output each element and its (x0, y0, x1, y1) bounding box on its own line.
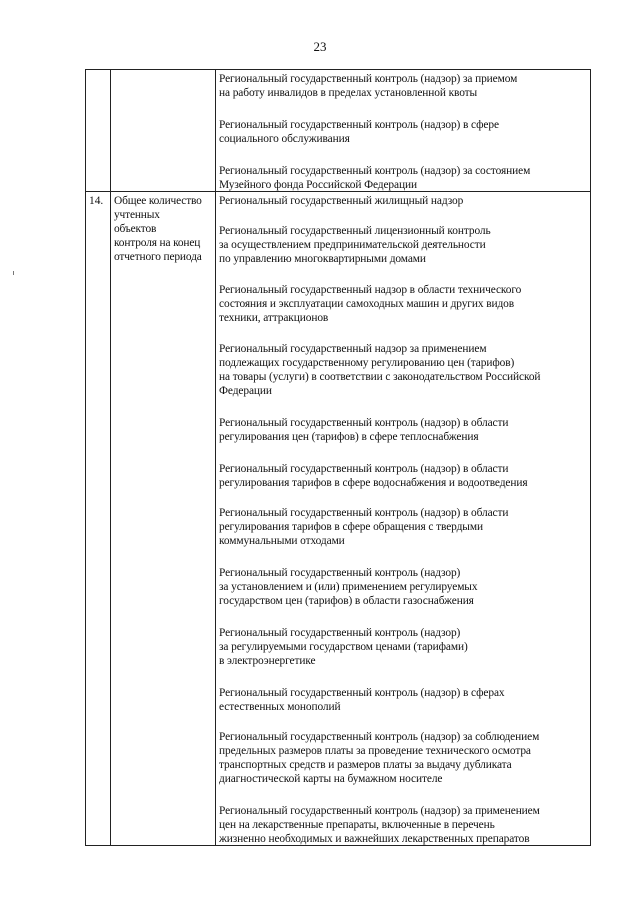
control-type-item: Региональный государственный контроль (надзор) за состоянием Музейного фонда Российской Федерации (219, 165, 531, 191)
control-type-item: Региональный государственный жилищный надзор (219, 195, 464, 207)
control-type-item: Региональный государственный контроль (надзор) в сферах естественных монополий (219, 687, 505, 713)
control-type-item: Региональный государственный контроль (надзор) за установлением и (или) применением регулируемых государством цен (тарифов) в области газоснабжения (219, 567, 478, 607)
column-divider (110, 70, 111, 845)
control-type-item: Региональный государственный контроль (надзор) в области регулирования тарифов в сфере водоснабжения и водоотведения (219, 463, 528, 489)
control-type-item: Региональный государственный надзор за применением подлежащих государственному регулированию цен (тарифов) на товары (услуги) в соответствии с законодательством Российской Федерации (219, 343, 541, 397)
control-type-item: Региональный государственный контроль (надзор) в области регулирования цен (тарифов) в сфере теплоснабжения (219, 417, 509, 443)
control-type-item: Региональный государственный контроль (надзор) за приемом на работу инвалидов в пределах установленной квоты (219, 73, 518, 99)
control-type-item: Региональный государственный контроль (надзор) за регулируемыми государством ценами (тарифами) в электроэнергетике (219, 627, 468, 667)
control-type-item: Региональный государственный контроль (надзор) в области регулирования тарифов в сфере обращения с твердыми коммунальными отходами (219, 507, 509, 547)
control-type-item: Региональный государственный надзор в области технического состояния и эксплуатации самоходных машин и других видов техники, аттракционов (219, 284, 522, 324)
control-type-item: Региональный государственный контроль (надзор) за соблюдением предельных размеров платы за проведение технического осмотра транспортных средств и размеров платы за выдачу дубликата диагностической карты на бумажном носителе (219, 731, 540, 785)
control-type-item: Региональный государственный контроль (надзор) за применением цен на лекарственные препараты, включенные в перечень жизненно необходимых и важнейших лекарственных препаратов (219, 805, 540, 845)
control-type-item: Региональный государственный лицензионный контроль за осуществлением предпринимательской деятельности по управлению многоквартирными домами (219, 225, 491, 265)
column-divider (215, 70, 216, 845)
row-label: Общее количество учтенных объектов контроля на конец отчетного периода (114, 195, 202, 263)
page-number: 23 (313, 39, 327, 54)
control-types-table (85, 69, 591, 846)
row-number: 14. (89, 195, 104, 207)
page-margin-mark (13, 271, 14, 275)
control-type-item: Региональный государственный контроль (надзор) в сфере социального обслуживания (219, 119, 499, 145)
